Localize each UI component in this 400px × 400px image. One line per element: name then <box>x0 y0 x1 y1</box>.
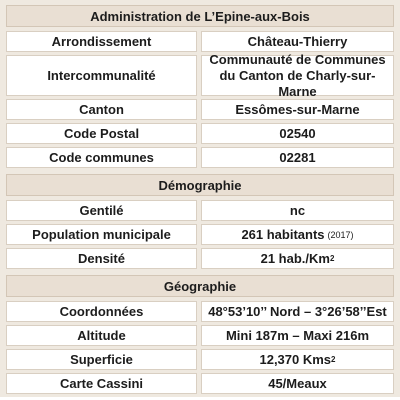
row-value <box>201 51 394 99</box>
row-label: Gentilé <box>6 200 197 221</box>
row-label: Densité <box>6 248 197 269</box>
row-code-postal <box>6 123 394 144</box>
densite-value: 21 hab./Km <box>260 250 330 266</box>
row-densite <box>6 248 394 269</box>
population-value: 261 habitants <box>241 226 325 242</box>
row-value: 02540 <box>201 123 394 144</box>
row-label: Carte Cassini <box>6 373 197 394</box>
row-population <box>6 224 394 245</box>
superficie-value: 12,370 Kms <box>259 351 332 367</box>
value-line: Communauté de Communes <box>209 51 386 67</box>
row-label: Arrondissement <box>6 31 197 52</box>
row-value: 45/Meaux <box>201 373 394 394</box>
section-title: Administration de L’Epine-aux-Bois <box>90 8 310 24</box>
row-label: Code communes <box>6 147 197 168</box>
row-label: Code Postal <box>6 123 197 144</box>
row-carte-cassini <box>6 373 394 394</box>
row-value <box>201 224 394 245</box>
row-label: Altitude <box>6 325 197 346</box>
row-canton <box>6 99 394 120</box>
row-value: 12,370 Kms 2 <box>201 349 394 370</box>
section-header-geographie <box>6 275 394 297</box>
section-header-demographie <box>6 174 394 196</box>
section-title: Démographie <box>158 177 242 193</box>
row-altitude <box>6 325 394 346</box>
row-value: Château-Thierry <box>201 31 394 52</box>
row-label: Population municipale <box>6 224 197 245</box>
section-header-administration <box>6 5 394 27</box>
row-coordonnees <box>6 301 394 322</box>
row-value: nc <box>201 200 394 221</box>
row-label: Superficie <box>6 349 197 370</box>
row-arrondissement <box>6 31 394 52</box>
row-label: Canton <box>6 99 197 120</box>
row-gentile <box>6 200 394 221</box>
row-code-communes <box>6 147 394 168</box>
row-label: Coordonnées <box>6 301 197 322</box>
row-value: Mini 187m – Maxi 216m <box>201 325 394 346</box>
value-line: du Canton de Charly-sur-Marne <box>219 67 376 99</box>
row-value: 02281 <box>201 147 394 168</box>
row-value: 48°53’10’’ Nord – 3°26’58’’Est <box>201 301 394 322</box>
row-value: 21 hab./Km 2 <box>201 248 394 269</box>
row-intercommunalite <box>6 51 394 99</box>
population-year: (2017) <box>327 229 354 240</box>
row-superficie <box>6 349 394 370</box>
row-value: Essômes-sur-Marne <box>201 99 394 120</box>
row-label: Intercommunalité <box>6 55 197 96</box>
section-title: Géographie <box>163 278 237 294</box>
